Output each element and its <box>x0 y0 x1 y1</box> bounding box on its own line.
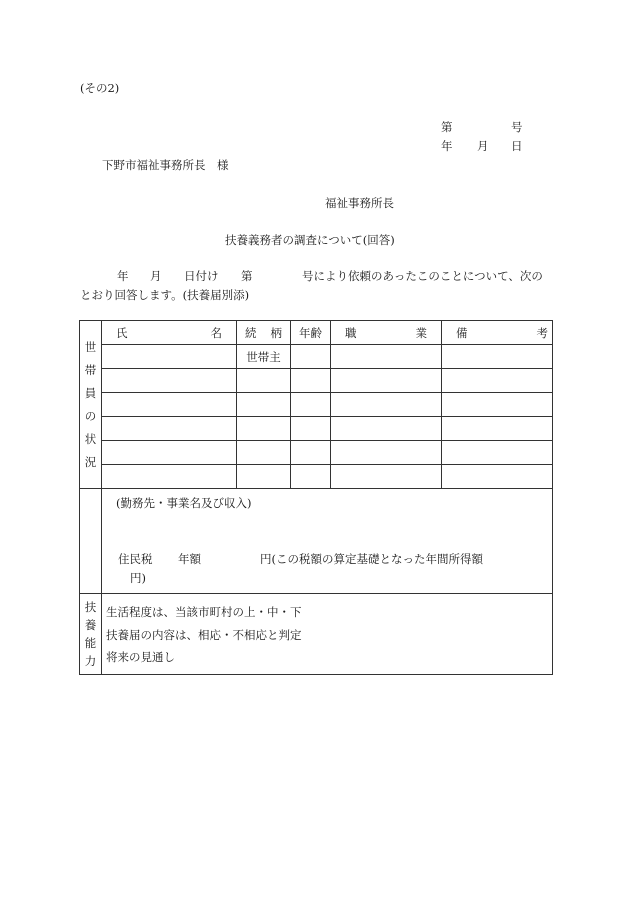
cell-remarks[interactable] <box>442 441 553 465</box>
cell-name[interactable] <box>102 417 237 441</box>
table-row <box>80 417 553 441</box>
header-relation: 続 柄 <box>237 321 291 345</box>
date-month: 月 <box>477 139 489 153</box>
yen-close: 円) <box>130 571 146 585</box>
table-row <box>80 465 553 489</box>
body-go-text: 号により依頼のあったこのことについて、次の <box>302 269 543 283</box>
form-number: (その2) <box>80 81 120 95</box>
annual-label: 年額 <box>178 552 201 566</box>
cell-occupation[interactable] <box>331 441 442 465</box>
date-day: 日 <box>511 139 523 153</box>
body-nen: 年 <box>117 269 129 283</box>
header-occupation: 職 業 <box>331 321 442 345</box>
document-title: 扶養義務者の調査について(回答) <box>225 233 395 247</box>
table-row <box>80 345 553 369</box>
income-label: (勤務先・事業名及び収入) <box>116 496 252 510</box>
ability-line-1: 生活程度は、当該市町村の上・中・下 <box>106 605 302 619</box>
ability-cell[interactable] <box>102 594 553 675</box>
ability-section-chars: 扶 養 能 力 <box>84 600 97 668</box>
cell-name[interactable] <box>102 441 237 465</box>
survey-table <box>79 320 553 675</box>
date-year: 年 <box>441 139 453 153</box>
cell-relation[interactable] <box>237 441 291 465</box>
body-tsuki: 月 <box>150 269 162 283</box>
cell-occupation[interactable] <box>331 369 442 393</box>
cell-relation[interactable] <box>237 465 291 489</box>
household-section-chars: 世 帯 員 の 状 況 <box>84 339 97 469</box>
cell-remarks[interactable] <box>442 369 553 393</box>
ability-section-label <box>80 594 102 675</box>
header-name: 氏 名 <box>102 321 237 345</box>
table-row <box>80 369 553 393</box>
cell-name[interactable] <box>102 369 237 393</box>
cell-occupation[interactable] <box>331 393 442 417</box>
cell-occupation[interactable] <box>331 417 442 441</box>
cell-occupation[interactable] <box>331 465 442 489</box>
body-hizuke: 日付け <box>184 269 219 283</box>
ability-line-3: 将来の見通し <box>106 650 175 664</box>
reference-go: 号 <box>511 120 523 134</box>
cell-name[interactable] <box>102 345 237 369</box>
body-dai: 第 <box>241 269 253 283</box>
cell-remarks[interactable] <box>442 465 553 489</box>
cell-relation-head: 世帯主 <box>237 345 291 369</box>
cell-remarks[interactable] <box>442 345 553 369</box>
table-row <box>80 441 553 465</box>
sender: 福祉事務所長 <box>325 196 394 210</box>
cell-age[interactable] <box>291 369 331 393</box>
cell-age[interactable] <box>291 393 331 417</box>
tax-label: 住民税 <box>118 552 153 566</box>
cell-name[interactable] <box>102 393 237 417</box>
ability-row <box>80 594 553 675</box>
income-spacer <box>80 489 102 594</box>
addressee: 下野市福祉事務所長 様 <box>102 158 229 172</box>
table-row <box>80 393 553 417</box>
cell-age[interactable] <box>291 417 331 441</box>
cell-age[interactable] <box>291 465 331 489</box>
cell-age[interactable] <box>291 441 331 465</box>
cell-relation[interactable] <box>237 417 291 441</box>
cell-relation[interactable] <box>237 369 291 393</box>
body-line2: とおり回答します。(扶養届別添) <box>80 288 250 302</box>
cell-relation[interactable] <box>237 393 291 417</box>
yen-text: 円(この税額の算定基礎となった年間所得額 <box>260 552 483 566</box>
income-cell[interactable] <box>102 489 553 594</box>
table-header-row <box>80 321 553 345</box>
household-section-label <box>80 321 102 489</box>
ability-line-2: 扶養届の内容は、相応・不相応と判定 <box>106 628 302 642</box>
header-age: 年齢 <box>291 321 331 345</box>
cell-name[interactable] <box>102 465 237 489</box>
cell-remarks[interactable] <box>442 393 553 417</box>
income-row <box>80 489 553 594</box>
reference-dai: 第 <box>441 120 453 134</box>
cell-remarks[interactable] <box>442 417 553 441</box>
cell-age[interactable] <box>291 345 331 369</box>
header-remarks: 備 考 <box>442 321 553 345</box>
cell-occupation[interactable] <box>331 345 442 369</box>
